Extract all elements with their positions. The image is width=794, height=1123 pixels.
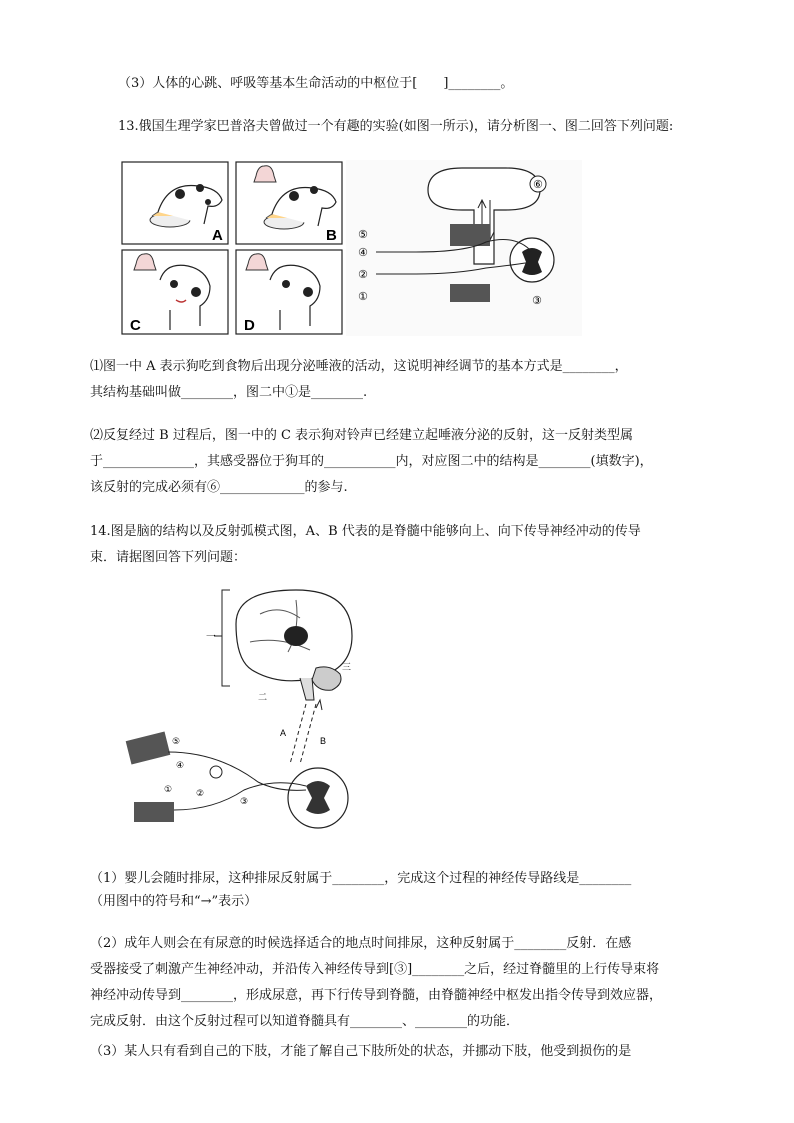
q14-2-line1: （2）成年人则会在有尿意的时候选择适合的地点时间排尿，这种反射属于________反射．在感 <box>90 936 632 951</box>
receptor <box>134 802 174 822</box>
q14-3-line1: （3）某人只有看到自己的下肢，才能了解自己下肢所处的状态，并挪动下肢，他受到损伤的是 <box>90 1044 632 1059</box>
label-2: ② <box>358 269 368 281</box>
q14-1-line1: （1）婴儿会随时排尿，这种排尿反射属于________，完成这个过程的神经传导路线是________ <box>90 871 632 886</box>
q13-2-line2: 于______________，其感受器位于狗耳的___________内，对应图二中的结构是________(填数字)， <box>90 454 653 469</box>
brainstem <box>300 678 314 700</box>
q14-stem-line2: 束．请据图回答下列问题： <box>90 550 247 565</box>
label-yi: 一 <box>206 632 216 643</box>
q13-1-line1: ⑴图一中 A 表示狗吃到食物后出现分泌唾液的活动，这说明神经调节的基本方式是________， <box>90 359 628 374</box>
reflex-arc-figure <box>346 160 582 336</box>
q13-2-line3: 该反射的完成必须有⑥_____________的参与. <box>90 480 348 495</box>
label-5b: ⑤ <box>172 736 181 746</box>
brain-reflex-figure <box>120 584 360 842</box>
label-san: 三 <box>342 662 352 672</box>
q12-3-text: （3）人体的心跳、呼吸等基本生命活动的中枢位于[ ]________。 <box>118 76 514 91</box>
panel-a <box>122 162 228 244</box>
pavlov-experiment-figure <box>120 160 346 336</box>
label-3b: ③ <box>240 796 249 806</box>
panel-label-c: C <box>130 317 141 334</box>
label-2b: ② <box>196 788 205 798</box>
q14-2-line3: 神经冲动传导到________，形成尿意，再下行传导到脊髓，由脊髓神经中枢发出指令传导到效应器， <box>90 988 663 1003</box>
q14-2-line4: 完成反射．由这个反射过程可以知道脊髓具有________、________的功能． <box>90 1014 520 1029</box>
cerebellum <box>312 667 341 690</box>
label-1: ① <box>358 291 368 303</box>
q14-stem-line1: 14.图是脑的结构以及反射弧模式图，A、B 代表的是脊髓中能够向上、向下传导神经冲动的传导 <box>90 524 641 539</box>
panel-b <box>236 162 342 244</box>
label-4b: ④ <box>176 760 185 770</box>
q13-2-line1: ⑵反复经过 B 过程后，图一中的 C 表示狗对铃声已经建立起唾液分泌的反射，这一反射类型属 <box>90 428 634 443</box>
label-er: 二 <box>258 692 268 702</box>
label-5: ⑤ <box>358 229 368 241</box>
label-4: ④ <box>358 247 368 259</box>
brace-1 <box>214 590 230 686</box>
panel-label-b: B <box>326 227 337 244</box>
effector <box>126 732 171 765</box>
q14-2-line2: 受器接受了刺激产生神经冲动，并沿传入神经传导到[③]________之后，经过脊髓里的上行传导束将 <box>90 962 660 977</box>
q13-stem: 13.俄国生理学家巴普洛夫曾做过一个有趣的实验(如图一所示)，请分析图一、图二回答下列问题: <box>118 119 674 134</box>
q14-1-line2: （用图中的符号和“→”表示） <box>90 894 258 909</box>
panel-label-d: D <box>244 317 255 334</box>
label-b: B <box>320 736 327 746</box>
label-1b: ① <box>164 784 173 794</box>
panel-d <box>236 250 342 334</box>
panel-c <box>122 250 228 334</box>
panel-label-a: A <box>212 227 223 244</box>
q13-1-line2: 其结构基础叫做________，图二中①是________. <box>90 385 368 400</box>
label-3: ③ <box>532 295 542 307</box>
label-a: A <box>280 728 287 738</box>
label-6: ⑥ <box>533 179 543 191</box>
